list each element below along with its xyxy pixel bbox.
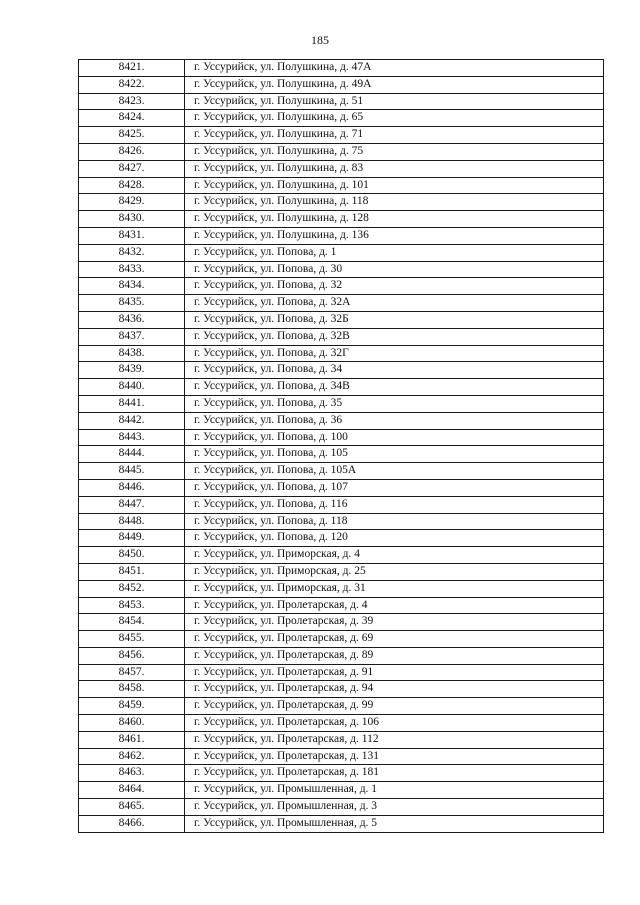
table-row [79, 446, 604, 463]
row-number: 8456. [79, 647, 185, 664]
table-row [79, 194, 604, 211]
table-row [79, 295, 604, 312]
row-number: 8434. [79, 278, 185, 295]
row-number: 8439. [79, 362, 185, 379]
table-row [79, 60, 604, 77]
table-row [79, 513, 604, 530]
row-address: г. Уссурийск, ул. Пролетарская, д. 99 [185, 698, 604, 715]
row-address: г. Уссурийск, ул. Попова, д. 32Б [185, 311, 604, 328]
row-address: г. Уссурийск, ул. Полушкина, д. 118 [185, 194, 604, 211]
table-row [79, 143, 604, 160]
row-number: 8458. [79, 681, 185, 698]
table-row [79, 580, 604, 597]
table-row [79, 227, 604, 244]
row-number: 8437. [79, 328, 185, 345]
row-address: г. Уссурийск, ул. Пролетарская, д. 94 [185, 681, 604, 698]
row-address: г. Уссурийск, ул. Попова, д. 116 [185, 496, 604, 513]
row-number: 8455. [79, 631, 185, 648]
row-number: 8457. [79, 664, 185, 681]
row-address: г. Уссурийск, ул. Попова, д. 32Г [185, 345, 604, 362]
table-row [79, 681, 604, 698]
table-row [79, 278, 604, 295]
row-number: 8435. [79, 295, 185, 312]
table-row [79, 429, 604, 446]
row-number: 8464. [79, 782, 185, 799]
row-address: г. Уссурийск, ул. Попова, д. 105 [185, 446, 604, 463]
row-address: г. Уссурийск, ул. Полушкина, д. 75 [185, 143, 604, 160]
table-row [79, 631, 604, 648]
table-row [79, 664, 604, 681]
row-address: г. Уссурийск, ул. Попова, д. 30 [185, 261, 604, 278]
row-number: 8422. [79, 76, 185, 93]
row-number: 8450. [79, 547, 185, 564]
row-address: г. Уссурийск, ул. Попова, д. 118 [185, 513, 604, 530]
table-row [79, 311, 604, 328]
row-number: 8430. [79, 211, 185, 228]
row-number: 8446. [79, 479, 185, 496]
row-address: г. Уссурийск, ул. Попова, д. 100 [185, 429, 604, 446]
row-address: г. Уссурийск, ул. Пролетарская, д. 131 [185, 748, 604, 765]
row-number: 8436. [79, 311, 185, 328]
row-address: г. Уссурийск, ул. Приморская, д. 4 [185, 547, 604, 564]
table-row [79, 110, 604, 127]
table-row [79, 244, 604, 261]
row-address: г. Уссурийск, ул. Полушкина, д. 51 [185, 93, 604, 110]
row-number: 8453. [79, 597, 185, 614]
row-address: г. Уссурийск, ул. Пролетарская, д. 69 [185, 631, 604, 648]
row-address: г. Уссурийск, ул. Промышленная, д. 5 [185, 815, 604, 832]
row-number: 8425. [79, 127, 185, 144]
row-number: 8463. [79, 765, 185, 782]
row-address: г. Уссурийск, ул. Полушкина, д. 136 [185, 227, 604, 244]
row-address: г. Уссурийск, ул. Попова, д. 1 [185, 244, 604, 261]
row-address: г. Уссурийск, ул. Пролетарская, д. 112 [185, 731, 604, 748]
table-row [79, 93, 604, 110]
row-number: 8442. [79, 412, 185, 429]
row-address: г. Уссурийск, ул. Пролетарская, д. 89 [185, 647, 604, 664]
row-number: 8423. [79, 93, 185, 110]
row-address: г. Уссурийск, ул. Попова, д. 120 [185, 530, 604, 547]
table-row [79, 647, 604, 664]
table-row [79, 211, 604, 228]
row-number: 8454. [79, 614, 185, 631]
row-number: 8441. [79, 395, 185, 412]
row-address: г. Уссурийск, ул. Попова, д. 35 [185, 395, 604, 412]
row-address: г. Уссурийск, ул. Полушкина, д. 128 [185, 211, 604, 228]
row-address: г. Уссурийск, ул. Полушкина, д. 47А [185, 60, 604, 77]
page-number: 185 [311, 33, 329, 47]
table-row [79, 530, 604, 547]
row-number: 8428. [79, 177, 185, 194]
row-number: 8426. [79, 143, 185, 160]
table-row [79, 731, 604, 748]
row-address: г. Уссурийск, ул. Попова, д. 105А [185, 463, 604, 480]
row-number: 8421. [79, 60, 185, 77]
row-number: 8448. [79, 513, 185, 530]
table-row [79, 463, 604, 480]
row-address: г. Уссурийск, ул. Пролетарская, д. 39 [185, 614, 604, 631]
address-table-body [79, 60, 604, 833]
table-row [79, 698, 604, 715]
table-row [79, 412, 604, 429]
row-address: г. Уссурийск, ул. Попова, д. 34 [185, 362, 604, 379]
table-row [79, 765, 604, 782]
row-address: г. Уссурийск, ул. Полушкина, д. 101 [185, 177, 604, 194]
row-number: 8465. [79, 799, 185, 816]
row-address: г. Уссурийск, ул. Попова, д. 32А [185, 295, 604, 312]
row-number: 8440. [79, 379, 185, 396]
table-row [79, 748, 604, 765]
row-address: г. Уссурийск, ул. Приморская, д. 25 [185, 563, 604, 580]
table-row [79, 715, 604, 732]
row-number: 8444. [79, 446, 185, 463]
row-number: 8451. [79, 563, 185, 580]
table-row [79, 479, 604, 496]
table-row [79, 597, 604, 614]
row-number: 8431. [79, 227, 185, 244]
table-row [79, 379, 604, 396]
row-number: 8438. [79, 345, 185, 362]
row-number: 8461. [79, 731, 185, 748]
row-address: г. Уссурийск, ул. Пролетарская, д. 91 [185, 664, 604, 681]
row-address: г. Уссурийск, ул. Пролетарская, д. 4 [185, 597, 604, 614]
row-number: 8424. [79, 110, 185, 127]
table-row [79, 160, 604, 177]
row-address: г. Уссурийск, ул. Приморская, д. 31 [185, 580, 604, 597]
table-row [79, 547, 604, 564]
row-address: г. Уссурийск, ул. Пролетарская, д. 181 [185, 765, 604, 782]
row-address: г. Уссурийск, ул. Попова, д. 36 [185, 412, 604, 429]
row-number: 8429. [79, 194, 185, 211]
row-address: г. Уссурийск, ул. Полушкина, д. 71 [185, 127, 604, 144]
row-address: г. Уссурийск, ул. Попова, д. 34В [185, 379, 604, 396]
address-table [78, 59, 604, 833]
table-row [79, 815, 604, 832]
row-number: 8447. [79, 496, 185, 513]
row-address: г. Уссурийск, ул. Попова, д. 32 [185, 278, 604, 295]
row-number: 8466. [79, 815, 185, 832]
row-number: 8445. [79, 463, 185, 480]
row-address: г. Уссурийск, ул. Промышленная, д. 1 [185, 782, 604, 799]
row-address: г. Уссурийск, ул. Пролетарская, д. 106 [185, 715, 604, 732]
row-address: г. Уссурийск, ул. Полушкина, д. 65 [185, 110, 604, 127]
table-row [79, 395, 604, 412]
row-number: 8432. [79, 244, 185, 261]
row-address: г. Уссурийск, ул. Попова, д. 107 [185, 479, 604, 496]
row-address: г. Уссурийск, ул. Полушкина, д. 49А [185, 76, 604, 93]
table-row [79, 496, 604, 513]
row-number: 8452. [79, 580, 185, 597]
row-number: 8433. [79, 261, 185, 278]
row-number: 8462. [79, 748, 185, 765]
table-row [79, 563, 604, 580]
row-address: г. Уссурийск, ул. Попова, д. 32В [185, 328, 604, 345]
row-number: 8460. [79, 715, 185, 732]
row-number: 8449. [79, 530, 185, 547]
row-number: 8459. [79, 698, 185, 715]
table-row [79, 614, 604, 631]
row-number: 8427. [79, 160, 185, 177]
table-row [79, 328, 604, 345]
table-row [79, 177, 604, 194]
row-address: г. Уссурийск, ул. Промышленная, д. 3 [185, 799, 604, 816]
table-row [79, 261, 604, 278]
table-row [79, 76, 604, 93]
table-row [79, 345, 604, 362]
row-number: 8443. [79, 429, 185, 446]
table-row [79, 127, 604, 144]
row-address: г. Уссурийск, ул. Полушкина, д. 83 [185, 160, 604, 177]
table-row [79, 782, 604, 799]
table-row [79, 799, 604, 816]
table-row [79, 362, 604, 379]
